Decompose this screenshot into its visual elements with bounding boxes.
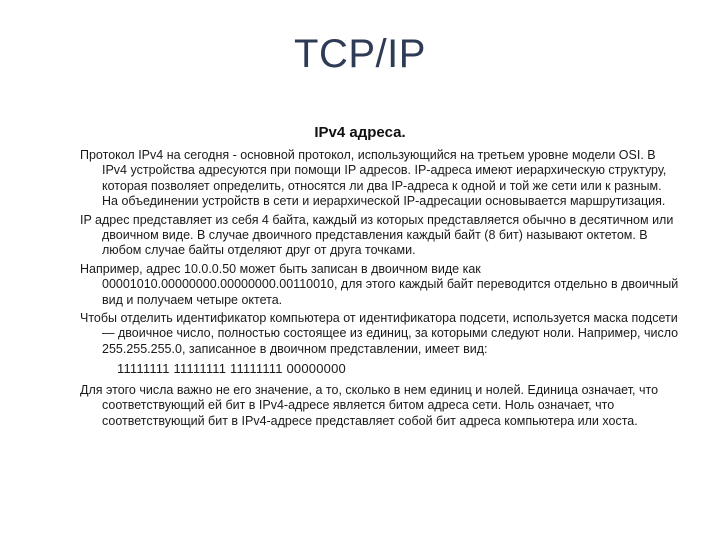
slide-title: TCP/IP	[294, 32, 426, 76]
slide-subtitle: IPv4 адреса.	[314, 124, 406, 141]
paragraph-ip-address-bytes: IP адрес представляет из себя 4 байта, каждый из которых представляется обычно в десятичном или двоичном виде. В случае двоичного представления каждый байт (8 бит) называют октетом. В любом случае байты отделяют друг от друга точками.	[80, 212, 674, 258]
paragraph-subnet-mask: Чтобы отделить идентификатор компьютера от идентификатора подсети, используется маска подсети — двоичное число, полностью состоящее из единиц, за которыми следуют ноли. Например, число 255.255.255.0, записанное в двоичном представлении, имеет вид:	[80, 311, 679, 356]
slide-body	[80, 148, 680, 432]
paragraph-ipv4-intro: Протокол IPv4 на сегодня - основной протокол, использующийся на третьем уровне модели OSI. В IPv4 устройства адресуются при помощи IP адресов. IP-адреса имеют иерархическую структуру, которая позволяет определить, относятся ли два IP-адреса к одной и той же сети или к разным. На объединении устройств в сети и иерархической IP-адресации основывается маршрутизация.	[80, 148, 667, 209]
binary-mask-value: 11111111 11111111 11111111 00000000	[117, 361, 346, 377]
paragraph-mask-meaning: Для этого числа важно не его значение, а то, сколько в нем единиц и нолей. Единица означает, что соответствующий ей бит в IPv4-адресе является битом адреса сети. Ноль означает, что соответствующий бит в IPv4-адресе представляет собой бит адреса компьютера или хоста.	[80, 382, 659, 428]
paragraph-binary-example: Например, адрес 10.0.0.50 может быть записан в двоичном виде как 00001010.00000000.00000000.00110010, для этого каждый байт переводится отдельно в двоичный вид и получаем четыре октета.	[80, 261, 679, 307]
